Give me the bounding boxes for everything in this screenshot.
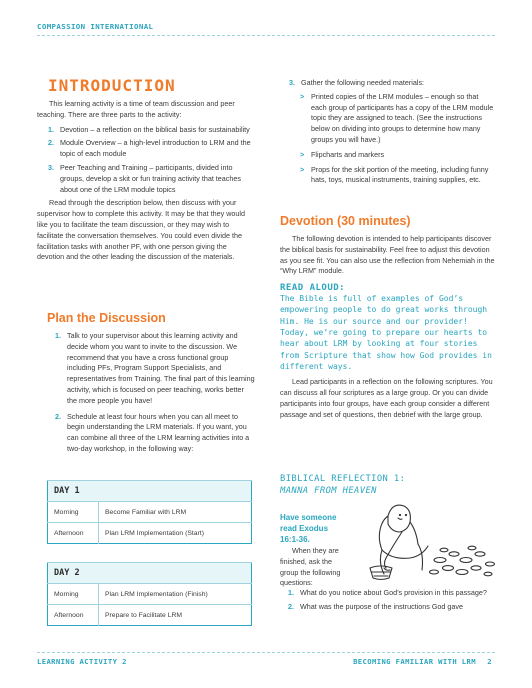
- plan-title: Plan the Discussion: [47, 311, 166, 325]
- plan-steps-list: [55, 331, 255, 455]
- footer-left: LEARNING ACTIVITY 2: [37, 657, 127, 666]
- intro-paragraph-2: Read through the description below, then discuss with your supervisor how to complete this activity. It may be that they would like you to facilitate the team discussion, or they may wish to facilitate the conversation themselves. You could even divide the facilitation tasks with another PF, with one person giving the devotion and the other leading the discussion of the materials.: [37, 198, 245, 262]
- devotion-paragraph: The following devotion is intended to help participants discover the biblical basis for sustainability. Feel free to adjust this devotion as you see fit. You can also use the reflection from Nehemiah in the “Why LRM” module.: [280, 234, 495, 276]
- reflection-questions: [288, 588, 493, 616]
- materials-list: [300, 92, 495, 186]
- table-row: Morning Plan LRM Implementation (Finish): [48, 584, 252, 605]
- day-label: DAY 2: [48, 563, 252, 584]
- devotion-section: [280, 214, 495, 420]
- reflection-title: BIBLICAL REFLECTION 1: MANNA FROM HEAVEN: [280, 474, 406, 496]
- footer-right: BECOMING FAMILIAR WITH LRM: [353, 657, 476, 666]
- intro-section: [37, 99, 255, 263]
- materials-section: [280, 78, 495, 190]
- list-item: 2. Schedule at least four hours when you can all meet to begin understanding the LRM materials. If you want, you can combine all three of the LRM learning activities into a two-day workshop, in the following way:: [55, 411, 250, 453]
- intro-title: INTRODUCTION: [48, 76, 176, 95]
- manna-illustration: [348, 494, 498, 584]
- day1-table: [47, 480, 252, 544]
- list-item: > Printed copies of the LRM modules – enough so that each group of participants has a copy of the LRM module topic they are assigned to teach. (See the instructions below on dividing into groups to determine how many groups you will have.): [300, 91, 494, 144]
- list-item: 2. What was the purpose of the instructions God gave: [288, 601, 464, 611]
- page-number: 2: [487, 657, 492, 666]
- list-item: > Flipcharts and markers: [300, 149, 385, 159]
- read-aloud-text: The Bible is full of examples of God’s empowering people to do great works through Him. He is our source and our provider! Today, we’re going to prepare our hearts to hear about LRM by looking at four stories from Scripture that show how God provides in different ways.: [280, 294, 492, 371]
- table-row: Morning Become Familiar with LRM: [48, 502, 252, 523]
- activity-parts-list: [48, 125, 255, 196]
- list-item: 1. Talk to your supervisor about this learning activity and decide whom you want to invite to the discussion. We recommend that you have a cross functional group including PFs, Program Support Specialists, and representatives from Training. The final part of this learning activity, which is focused on peer teaching, works better the more people you have!: [55, 331, 255, 405]
- devotion-title: Devotion (30 minutes): [280, 214, 411, 228]
- list-item: 2. Module Overview – a high-level introduction to LRM and the topic of each module: [48, 138, 251, 159]
- list-item: 1. Devotion – a reflection on the biblical basis for sustainability: [48, 124, 250, 134]
- intro-paragraph-1: This learning activity is a time of team discussion and peer teaching. There are three parts to the activity:: [37, 99, 235, 119]
- table-row: Afternoon Plan LRM Implementation (Start): [48, 523, 252, 544]
- plan-section: [37, 311, 255, 458]
- list-item: 3. Peer Teaching and Training – participants, divided into groups, develop a skit or fun training activity that teaches about one of the LRM module topics: [48, 162, 241, 194]
- day-label: DAY 1: [48, 481, 252, 502]
- list-item: 1. What do you notice about God’s provision in this passage?: [288, 588, 487, 597]
- list-item: 3. Gather the following needed materials:: [289, 78, 425, 87]
- read-aloud-label: READ ALOUD:: [280, 283, 346, 294]
- day2-table: [47, 562, 252, 626]
- devotion-paragraph-2: Lead participants in a reflection on the following scriptures. You can discuss all four scriptures as a large group. Or you can divide participants into four groups, have each group consider a different passage and set of questions, then debrief with the large group.: [280, 377, 493, 419]
- footer-divider: [37, 652, 495, 653]
- list-item: > Props for the skit portion of the meeting, including funny hats, toys, musical instruments, training supplies, etc.: [300, 164, 489, 185]
- materials-step: [289, 78, 495, 89]
- reflection-instruction: Have someone read Exodus 16:1-36. When they are finished, ask the group the following questions:: [280, 513, 341, 588]
- header-divider: [37, 35, 495, 36]
- org-header: COMPASSION INTERNATIONAL: [37, 22, 154, 31]
- table-row: Afternoon Prepare to Facilitate LRM: [48, 605, 252, 626]
